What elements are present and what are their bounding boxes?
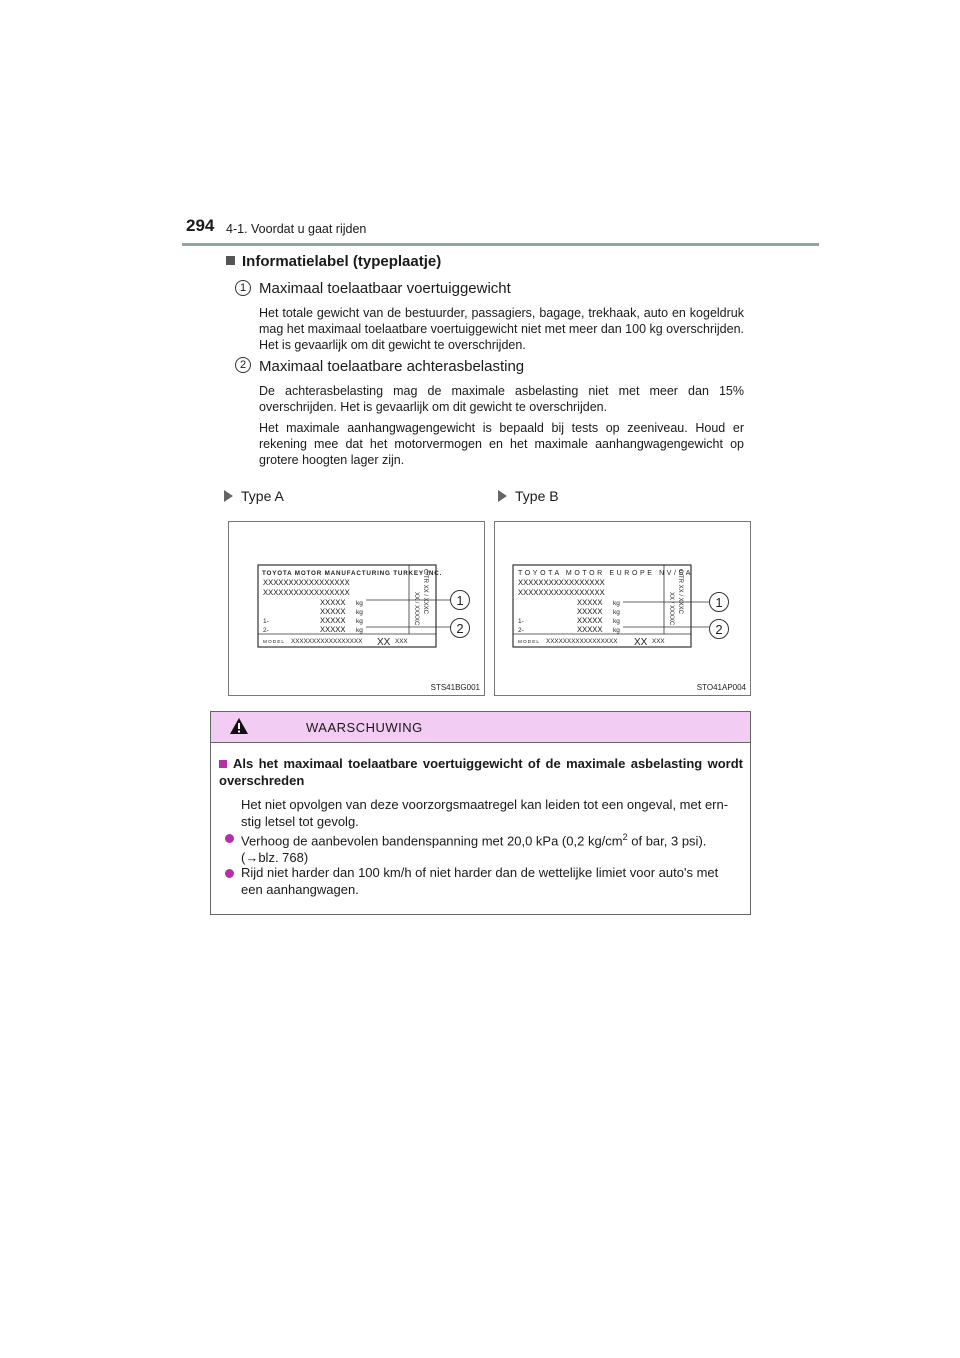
plate-manufacturer: TOYOTA MOTOR MANUFACTURING TURKEY INC. — [262, 570, 443, 577]
svg-text:XXXXXXXXXXXXXXXXX: XXXXXXXXXXXXXXXXX — [518, 588, 605, 598]
svg-text:XXXXXXXXXXXXXXXXX: XXXXXXXXXXXXXXXXX — [263, 578, 350, 588]
svg-text:kg: kg — [356, 600, 363, 607]
svg-text:kg: kg — [613, 618, 620, 625]
label-plate-illustration-b — [495, 522, 750, 695]
svg-text:C/TR XX / XXXC: C/TR XX / XXXC — [422, 569, 428, 615]
svg-text:XXXXX: XXXXX — [577, 625, 603, 635]
svg-text:XXXXX: XXXXX — [577, 598, 603, 608]
callout-2-b: 2 — [715, 622, 723, 637]
svg-text:XXXXX: XXXXX — [577, 607, 603, 617]
section-title: 4-1. Voordat u gaat rijden — [226, 222, 367, 236]
svg-text:kg: kg — [613, 609, 620, 616]
warning-bullet-2: Rijd niet harder dan 100 km/h of niet harder dan de wettelijke limiet voor auto's met een aanhangwagen. — [241, 865, 719, 897]
item-title-2: Maximaal toelaatbare achterasbelasting — [259, 358, 525, 375]
svg-text:1-: 1- — [263, 618, 269, 625]
svg-text:XXX: XXX — [652, 638, 665, 645]
svg-text:XX: XX — [377, 637, 391, 648]
warning-subtitle: Als het maximaal toelaatbare voertuiggewicht of de maximale asbelasting wordt overschreden — [219, 756, 743, 788]
svg-text:XXXXXXXXXXXXXXXXX: XXXXXXXXXXXXXXXXX — [546, 638, 618, 645]
item-paragraph-2a: De achterasbelasting mag de maximale asbelasting niet met meer dan 15% overschrijden. Het is gevaarlijk om dit gewicht te overschrijden. — [259, 384, 744, 414]
figure-type-b — [494, 521, 751, 696]
svg-text:kg: kg — [356, 609, 363, 616]
warning-box — [210, 711, 751, 915]
svg-text:XXXXX: XXXXX — [320, 616, 346, 626]
item-paragraph-2b: Het maximale aanhangwagengewicht is bepaald bij tests op zeeniveau. Houd er rekening mee dat het motorvermogen en het maximale aanhangwagengewicht op grotere hoogten lager zijn. — [259, 421, 744, 467]
svg-text:kg: kg — [613, 627, 620, 634]
callout-2-a: 2 — [456, 621, 464, 636]
svg-text:XXXXX: XXXXX — [320, 625, 346, 635]
svg-text:MODEL: MODEL — [263, 640, 286, 645]
section-heading — [226, 253, 441, 270]
svg-text:C/TR XX / XXXC: C/TR XX / XXXC — [677, 569, 683, 615]
svg-text:XX / XXXXC: XX / XXXXC — [668, 592, 674, 626]
page-number: 294 — [186, 216, 215, 235]
svg-text:XX: XX — [634, 637, 648, 648]
svg-text:kg: kg — [613, 600, 620, 607]
item-number-2: 2 — [235, 357, 251, 373]
bullet-dot-icon — [225, 869, 234, 878]
heading-text: Informatielabel (typeplaatje) — [242, 253, 442, 270]
svg-text:XXXXXXXXXXXXXXXXX: XXXXXXXXXXXXXXXXX — [518, 578, 605, 588]
warning-bullet-1: Verhoog de aanbevolen bandenspanning met 20,0 kPa (0,2 $kg/cm^2$ of bar, 3 psi). (→blz. 768) — [241, 832, 707, 866]
svg-text:2-: 2- — [518, 627, 524, 634]
item-number-1: 1 — [235, 280, 251, 296]
warning-header — [211, 712, 750, 743]
type-a-label: Type A — [224, 488, 284, 504]
svg-text:kg: kg — [356, 627, 363, 634]
label-plate-illustration-a — [229, 522, 484, 695]
svg-text:XXXXXXXXXXXXXXXXX: XXXXXXXXXXXXXXXXX — [263, 588, 350, 598]
header-divider — [182, 243, 819, 246]
svg-text:XX / XXXXC: XX / XXXXC — [413, 592, 419, 626]
figure-type-a — [228, 521, 485, 696]
svg-text:XXXXX: XXXXX — [320, 598, 346, 608]
item-title-1: Maximaal toelaatbaar voertuiggewicht — [259, 280, 511, 297]
figure-code-b: STO41AP004 — [696, 683, 746, 692]
svg-text:MODEL: MODEL — [518, 640, 541, 645]
svg-text:kg: kg — [356, 618, 363, 625]
warning-title: WAARSCHUWING — [306, 720, 423, 735]
item-paragraph-1: Het totale gewicht van de bestuurder, passagiers, bagage, trekhaak, auto en kogeldruk mag het maximaal toelaatbare voertuiggewicht niet met meer dan 100 kg overschrijden. Het is gevaarlijk om dit gewicht te overschrijden. — [259, 306, 744, 352]
svg-text:XXXXX: XXXXX — [320, 607, 346, 617]
plate-manufacturer: TOYOTA MOTOR EUROPE NV/SA — [518, 570, 694, 577]
type-b-label: Type B — [498, 488, 559, 504]
square-bullet-icon — [226, 256, 235, 265]
svg-text:XXXXX: XXXXX — [577, 616, 603, 626]
triangle-bullet-icon — [498, 490, 507, 502]
bullet-dot-icon — [225, 834, 234, 843]
callout-1-b: 1 — [715, 595, 723, 610]
callout-1-a: 1 — [456, 593, 464, 608]
triangle-bullet-icon — [224, 490, 233, 502]
svg-text:XXXXXXXXXXXXXXXXX: XXXXXXXXXXXXXXXXX — [291, 638, 363, 645]
svg-text:2-: 2- — [263, 627, 269, 634]
svg-text:1-: 1- — [518, 618, 524, 625]
svg-text:XXX: XXX — [395, 638, 408, 645]
warning-triangle-icon — [229, 717, 249, 735]
warning-text: Het niet opvolgen van deze voorzorgsmaatregel kan leiden tot een ongeval, met ern-stig letsel tot gevolg. — [241, 797, 729, 829]
figure-code-a: STS41BG001 — [430, 683, 480, 692]
square-bullet-icon — [219, 760, 227, 768]
